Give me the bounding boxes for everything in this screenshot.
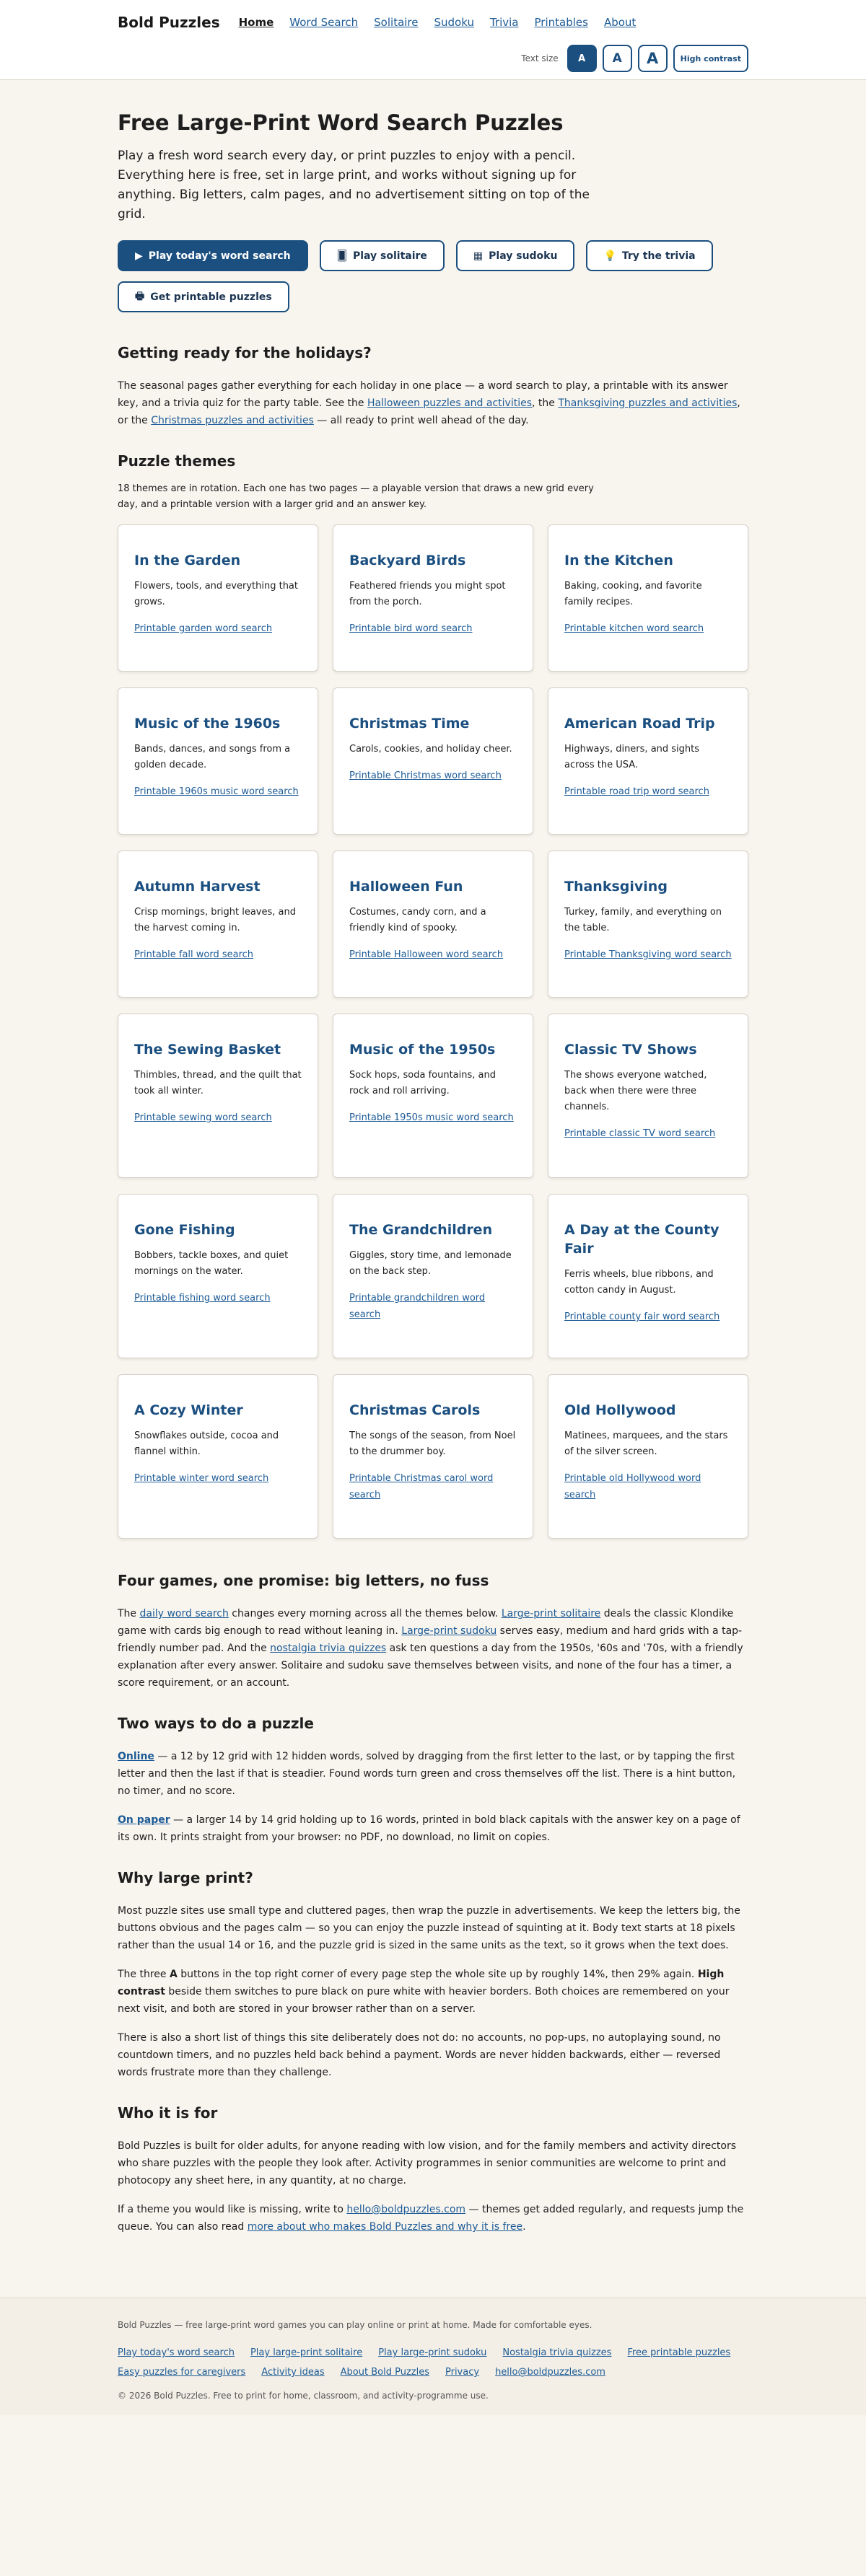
accessibility-tools xyxy=(118,45,748,79)
theme-printable-link[interactable]: Printable 1950s music word search xyxy=(349,1112,514,1123)
theme-card xyxy=(548,524,748,672)
online-link[interactable]: Online xyxy=(118,1751,154,1762)
theme-title: Autumn Harvest xyxy=(134,879,261,894)
theme-card xyxy=(333,850,533,998)
about-link[interactable]: more about who makes Bold Puzzles and why it is free xyxy=(247,2221,523,2233)
theme-printable-link[interactable]: Printable winter word search xyxy=(134,1473,269,1484)
brand-logo[interactable]: Bold Puzzles xyxy=(118,14,220,31)
theme-card xyxy=(548,687,748,835)
theme-title: Christmas Time xyxy=(349,716,470,731)
who-heading: Who it is for xyxy=(118,2104,218,2122)
footer-link[interactable]: Play large-print sudoku xyxy=(378,2347,487,2358)
why-paragraph-3: There is also a short list of things this site deliberately does not do: no accounts, no pop-ups, no autoplaying sound, no countdown timers, and no puzzles held back behind a payment. Words are never hidden backwards, either — reversed words frustrate more than they challenge. xyxy=(118,2032,721,2078)
footer-link[interactable]: Nostalgia trivia quizzes xyxy=(502,2347,612,2358)
daily-word-search-link[interactable]: daily word search xyxy=(139,1608,229,1619)
theme-title: Halloween Fun xyxy=(349,879,463,894)
nav-solitaire[interactable]: Solitaire xyxy=(374,16,419,29)
theme-card xyxy=(548,1374,748,1539)
page-title: Free Large-Print Word Search Puzzles xyxy=(118,110,564,135)
games-heading: Four games, one promise: big letters, no fuss xyxy=(118,1572,489,1589)
theme-printable-link[interactable]: Printable Christmas carol word search xyxy=(349,1473,494,1500)
games-text: The daily word search changes every morning across all the themes below. Large-print solitaire deals the classic Klondike game with cards big enough to read without leaning in. Large-print sudoku serves easy, medium and hard grids with a tap-friendly number pad. And the nostalgia trivia quizzes ask ten questions a day from the 1950s, '60s and '70s, with a friendly explanation after every answer. Solitaire and sudoku save themselves between visits, and none of the four has a timer, a score requirement, or an account. xyxy=(118,1608,743,1689)
theme-printable-link[interactable]: Printable fishing word search xyxy=(134,1293,271,1304)
themes-heading: Puzzle themes xyxy=(118,452,236,470)
theme-card xyxy=(333,524,533,672)
christmas-link[interactable]: Christmas puzzles and activities xyxy=(151,415,314,426)
theme-title: Gone Fishing xyxy=(134,1222,235,1238)
theme-card xyxy=(333,1014,533,1178)
theme-printable-link[interactable]: Printable 1960s music word search xyxy=(134,786,299,797)
nav-sudoku[interactable]: Sudoku xyxy=(434,16,474,29)
footer-link[interactable]: Play today's word search xyxy=(118,2347,235,2358)
theme-card xyxy=(333,687,533,835)
nav-home[interactable]: Home xyxy=(238,16,274,29)
nav-word-search[interactable]: Word Search xyxy=(289,16,359,29)
theme-description: Crisp mornings, bright leaves, and the harvest coming in. xyxy=(134,907,296,933)
theme-title: Classic TV Shows xyxy=(564,1042,697,1058)
main-content xyxy=(118,80,748,2236)
ways-heading: Two ways to do a puzzle xyxy=(118,1715,314,1732)
button-label: Get printable puzzles xyxy=(150,291,272,303)
theme-description: Carols, cookies, and holiday cheer. xyxy=(349,744,512,755)
theme-printable-link[interactable]: Printable sewing word search xyxy=(134,1112,272,1123)
get-printables-button[interactable] xyxy=(118,281,289,312)
site-header xyxy=(0,0,866,80)
site-footer xyxy=(0,2298,866,2415)
theme-title: Christmas Carols xyxy=(349,1402,481,1418)
theme-description: Ferris wheels, blue ribbons, and cotton candy in August. xyxy=(564,1269,714,1296)
theme-card xyxy=(118,850,318,998)
footer-link[interactable]: hello@boldpuzzles.com xyxy=(495,2367,605,2378)
play-icon: ▶ xyxy=(135,250,143,262)
theme-card xyxy=(333,1374,533,1539)
nav-about[interactable]: About xyxy=(603,16,637,29)
theme-description: The shows everyone watched, back when there were three channels. xyxy=(564,1070,707,1112)
why-heading: Why large print? xyxy=(118,1869,253,1886)
nav-trivia[interactable]: Trivia xyxy=(489,16,519,29)
theme-description: The songs of the season, from Noel to the drummer boy. xyxy=(349,1430,516,1457)
footer-link[interactable]: Free printable puzzles xyxy=(627,2347,731,2358)
theme-title: A Cozy Winter xyxy=(134,1402,243,1418)
paper-paragraph: On paper — a larger 14 by 14 grid holding up to 16 words, printed in bold black capitals with the answer key on a page of its own. It prints straight from your browser: no PDF, no download, no limit on copies. xyxy=(118,1814,740,1843)
play-solitaire-button[interactable] xyxy=(320,240,445,271)
theme-description: Highways, diners, and sights across the USA. xyxy=(564,744,700,770)
button-label: Play solitaire xyxy=(352,250,427,262)
theme-card xyxy=(333,1194,533,1358)
header-top-bar xyxy=(118,0,748,45)
hero-lead: Play a fresh word search every day, or print puzzles to enjoy with a pencil. Everything here is free, set in large print, and works without signing up for anything. Big letters, calm pages, and no advertisement sitting on top of the grid. xyxy=(118,149,590,221)
theme-description: Costumes, candy corn, and a friendly kind of spooky. xyxy=(349,907,486,933)
copyright: © 2026 Bold Puzzles. Free to print for home, classroom, and activity-programme use. xyxy=(118,2391,489,2401)
theme-printable-link[interactable]: Printable old Hollywood word search xyxy=(564,1473,701,1500)
nav-printables[interactable]: Printables xyxy=(534,16,588,29)
theme-description: Turkey, family, and everything on the table. xyxy=(564,907,722,933)
theme-description: Snowflakes outside, cocoa and flannel within. xyxy=(134,1430,279,1457)
theme-card xyxy=(548,1014,748,1178)
button-label: Play sudoku xyxy=(489,250,558,262)
who-paragraph-1: Bold Puzzles is built for older adults, for anyone reading with low vision, and for the family members and activity directors who share puzzles with the people they look after. Activity programmes in senior communities are welcome to print and photocopy any sheet here, in any quantity, at no charge. xyxy=(118,2140,737,2186)
solitaire-link[interactable]: Large-print solitaire xyxy=(501,1608,601,1619)
theme-title: A Day at the County Fair xyxy=(564,1222,720,1257)
theme-description: Giggles, story time, and lemonade on the back step. xyxy=(349,1250,512,1277)
on-paper-link[interactable]: On paper xyxy=(118,1814,170,1826)
why-paragraph-1: Most puzzle sites use small type and cluttered pages, then wrap the puzzle in advertisements. We keep the letters big, the buttons obvious and the pages calm — so you can enjoy the puzzle instead of squinting at it. Body text starts at 18 pixels rather than the usual 14 or 16, and the puzzle grid is sized in the same units as the text, so it grows when the text does. xyxy=(118,1905,740,1951)
email-link[interactable]: hello@boldpuzzles.com xyxy=(346,2204,466,2215)
theme-printable-link[interactable]: Printable classic TV word search xyxy=(564,1128,716,1139)
lightbulb-icon: 💡 xyxy=(603,250,616,262)
text-size-label: Text size xyxy=(521,53,559,63)
play-sudoku-button[interactable] xyxy=(456,240,575,271)
thanksgiving-link[interactable]: Thanksgiving puzzles and activities xyxy=(558,397,738,409)
theme-title: The Grandchildren xyxy=(349,1222,493,1238)
theme-description: Bobbers, tackle boxes, and quiet mornings on the water. xyxy=(134,1250,289,1277)
footer-link[interactable]: Easy puzzles for caregivers xyxy=(118,2367,246,2378)
action-buttons xyxy=(118,240,748,312)
theme-description: Feathered friends you might spot from the porch. xyxy=(349,581,506,607)
themes-intro: 18 themes are in rotation. Each one has two pages — a playable version that draws a new grid every day, and a printable version with a larger grid and an answer key. xyxy=(118,483,594,510)
theme-printable-link[interactable]: Printable Thanksgiving word search xyxy=(564,949,732,960)
ways-section xyxy=(118,1715,748,1846)
halloween-link[interactable]: Halloween puzzles and activities xyxy=(367,397,532,409)
why-paragraph-2: The three A buttons in the top right corner of every page step the whole site up by roughly 14%, then 29% again. High contrast beside them switches to pure black on pure white with heavier borders. Both choices are remembered on your next visit, and both are stored in your browser rather than on a server. xyxy=(118,1969,730,2015)
theme-card xyxy=(118,524,318,672)
theme-printable-link[interactable]: Printable Christmas word search xyxy=(349,770,502,781)
playing-card-icon: 🂠 xyxy=(336,250,347,262)
text-size-small-button[interactable]: A xyxy=(567,45,597,72)
theme-printable-link[interactable]: Printable fall word search xyxy=(134,949,254,960)
theme-printable-link[interactable]: Printable kitchen word search xyxy=(564,623,704,634)
theme-card xyxy=(548,850,748,998)
theme-title: The Sewing Basket xyxy=(134,1042,281,1058)
theme-printable-link[interactable]: Printable road trip word search xyxy=(564,786,709,797)
theme-title: Music of the 1960s xyxy=(134,716,281,731)
who-section xyxy=(118,2104,748,2236)
theme-printable-link[interactable]: Printable Halloween word search xyxy=(349,949,504,960)
theme-card xyxy=(118,1374,318,1539)
footer-link[interactable]: Activity ideas xyxy=(261,2367,325,2378)
footer-tagline: Bold Puzzles — free large-print word games you can play online or print at home. Made for comfortable eyes. xyxy=(118,2320,592,2330)
text-size-medium-button[interactable]: A xyxy=(603,45,632,72)
trivia-link[interactable]: nostalgia trivia quizzes xyxy=(270,1643,387,1654)
grid-icon: ▦ xyxy=(473,250,484,262)
theme-card xyxy=(118,687,318,835)
footer-links xyxy=(118,2347,748,2378)
theme-card xyxy=(118,1014,318,1178)
button-label: Try the trivia xyxy=(621,250,696,262)
theme-description: Flowers, tools, and everything that grows. xyxy=(134,581,298,607)
theme-title: In the Kitchen xyxy=(564,553,673,568)
holidays-text: The seasonal pages gather everything for each holiday in one place — a word search to play, a printable with its answer key, and a trivia quiz for the party table. See the Halloween puzzles and activities, the Thanksgiving puzzles and activities, or the Christmas puzzles and activities — all ready to print well ahead of the day. xyxy=(118,380,740,426)
themes-section xyxy=(118,452,748,1539)
holidays-section xyxy=(118,344,748,429)
try-trivia-button[interactable] xyxy=(586,240,712,271)
theme-printable-link[interactable]: Printable county fair word search xyxy=(564,1311,720,1322)
theme-description: Bands, dances, and songs from a golden decade. xyxy=(134,744,291,770)
theme-description: Thimbles, thread, and the quilt that took all winter. xyxy=(134,1070,302,1096)
theme-title: Old Hollywood xyxy=(564,1402,676,1418)
sudoku-link[interactable]: Large-print sudoku xyxy=(401,1625,497,1637)
theme-printable-link[interactable]: Printable bird word search xyxy=(349,623,473,634)
theme-title: Music of the 1950s xyxy=(349,1042,496,1058)
theme-description: Matinees, marquees, and the stars of the silver screen. xyxy=(564,1430,728,1457)
theme-title: Backyard Birds xyxy=(349,553,466,568)
play-word-search-button[interactable] xyxy=(118,240,308,271)
online-paragraph: Online — a 12 by 12 grid with 12 hidden words, solved by dragging from the first letter to the last, or by tapping the first letter and then the last if that is steadier. Found words turn green and cross themselves off the list. There is a hint button, no timer, and no score. xyxy=(118,1751,736,1797)
theme-title: Thanksgiving xyxy=(564,879,668,894)
theme-description: Sock hops, soda fountains, and rock and roll arriving. xyxy=(349,1070,496,1096)
theme-title: In the Garden xyxy=(134,553,241,568)
games-section xyxy=(118,1572,748,1692)
theme-card xyxy=(118,1194,318,1358)
theme-description: Baking, cooking, and favorite family recipes. xyxy=(564,581,702,607)
printer-icon: 🖶 xyxy=(135,290,145,302)
theme-grid xyxy=(118,524,748,1539)
footer-link[interactable]: Play large-print solitaire xyxy=(250,2347,363,2358)
theme-printable-link[interactable]: Printable garden word search xyxy=(134,623,273,634)
footer-link[interactable]: Privacy xyxy=(445,2367,480,2378)
text-size-large-button[interactable]: A xyxy=(638,45,668,72)
button-label: Play today's word search xyxy=(148,250,291,262)
theme-title: American Road Trip xyxy=(564,716,715,731)
high-contrast-button[interactable]: High contrast xyxy=(673,45,748,72)
holidays-heading: Getting ready for the holidays? xyxy=(118,344,372,361)
who-paragraph-2: If a theme you would like is missing, write to hello@boldpuzzles.com — themes get added regularly, and requests jump the queue. You can also read more about who makes Bold Puzzles and why it is free. xyxy=(118,2204,744,2233)
footer-link[interactable]: About Bold Puzzles xyxy=(340,2367,429,2378)
theme-printable-link[interactable]: Printable grandchildren word search xyxy=(349,1293,486,1320)
main-nav xyxy=(239,16,637,29)
theme-card xyxy=(548,1194,748,1358)
why-section xyxy=(118,1869,748,2081)
